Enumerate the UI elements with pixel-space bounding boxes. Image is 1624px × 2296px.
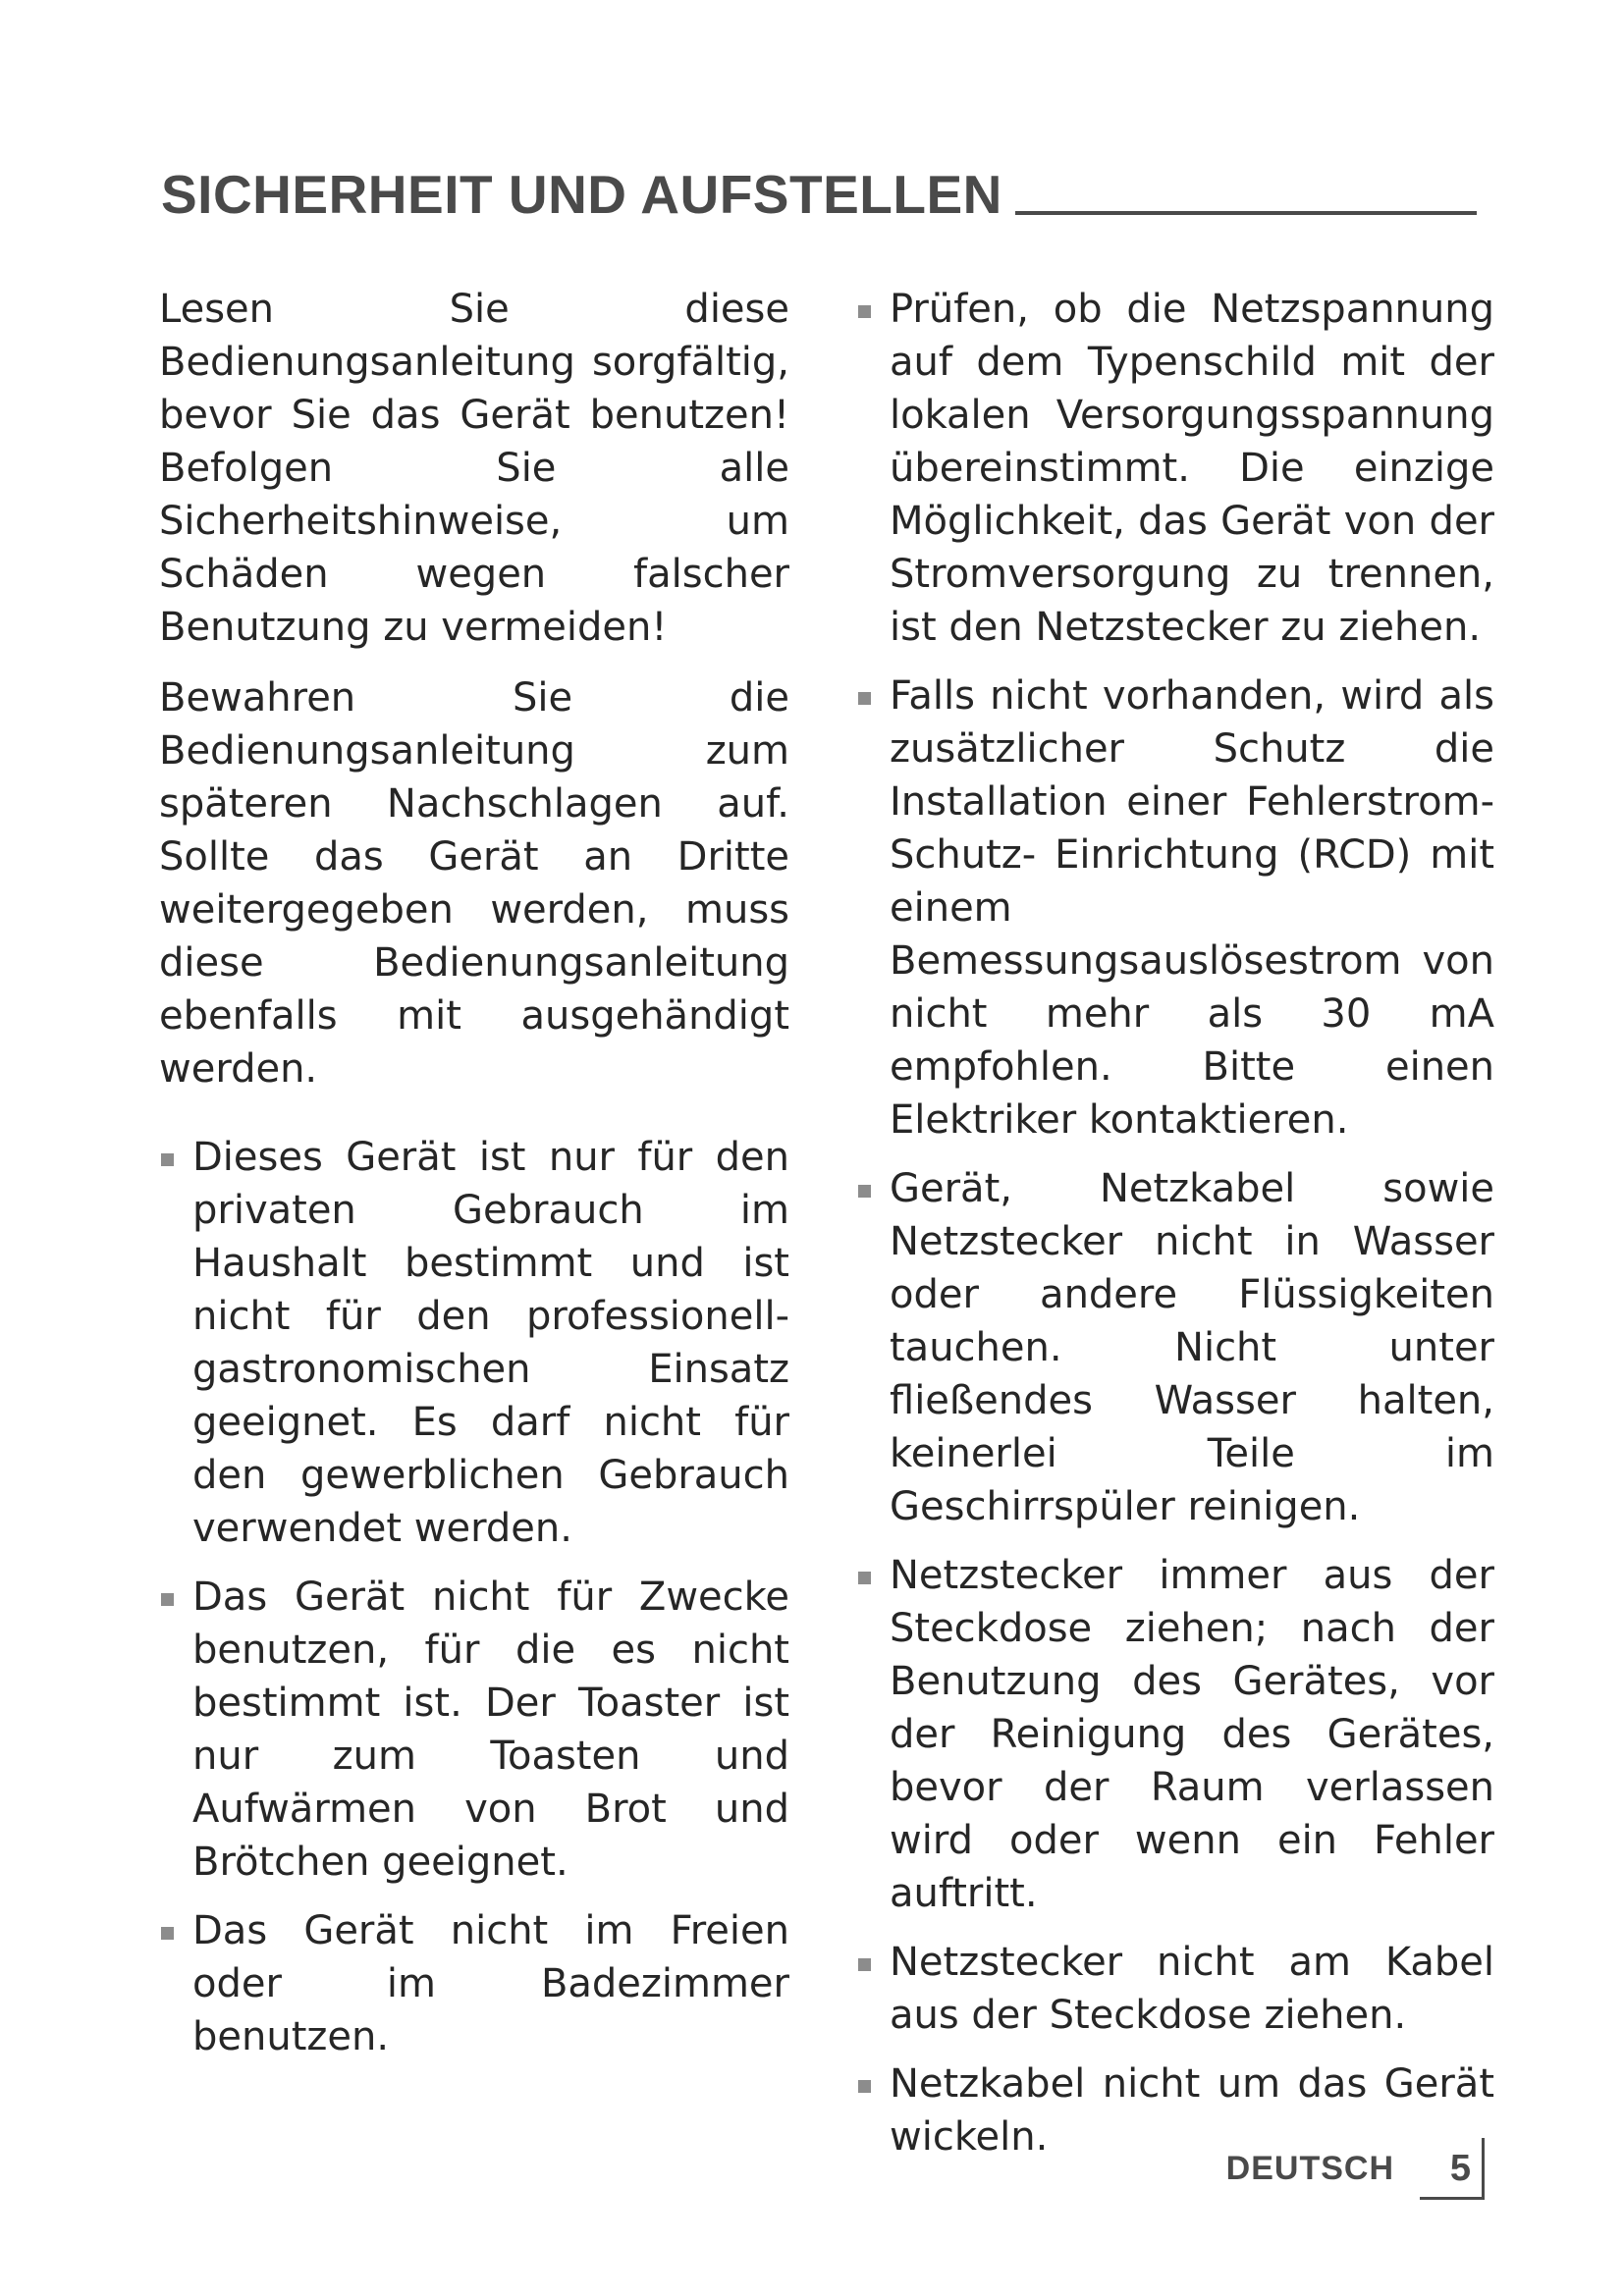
list-item bbox=[856, 1936, 1494, 2042]
list-item-text: Netzstecker immer aus der Steckdose ziehen; nach der Benutzung des Gerätes, vor der Reinigung des Gerätes, bevor der Raum verlassen wird oder wenn ein Fehler auftritt. bbox=[890, 1553, 1494, 1916]
left-column bbox=[159, 283, 789, 2079]
list-item bbox=[856, 1549, 1494, 1920]
right-column bbox=[856, 283, 1494, 2179]
square-bullet-icon bbox=[858, 1185, 871, 1198]
page-title: SICHERHEIT UND AUFSTELLEN bbox=[161, 164, 1002, 225]
list-item bbox=[159, 1131, 789, 1555]
footer-underline bbox=[1420, 2197, 1485, 2200]
square-bullet-icon bbox=[858, 692, 871, 705]
list-item bbox=[159, 1904, 789, 2063]
intro-paragraph-1: Lesen Sie diese Bedienungsanleitung sorgfältig, bevor Sie das Gerät benutzen! Befolgen Sie alle Sicherheitshinweise, um Schäden wegen falscher Benutzung zu vermeiden! bbox=[159, 287, 789, 650]
square-bullet-icon bbox=[858, 2080, 871, 2093]
right-bullet-list bbox=[856, 283, 1494, 2163]
list-item-text: Netzkabel nicht um das Gerät wickeln. bbox=[890, 2061, 1494, 2160]
list-item-text: Dieses Gerät ist nur für den privaten Gebrauch im Haushalt bestimmt und ist nicht für den professionell-gastronomischen Einsatz geeignet. Es darf nicht für den gewerblichen Gebrauch verwendet werden. bbox=[192, 1135, 789, 1551]
footer-language: DEUTSCH bbox=[1225, 2150, 1394, 2187]
page-number: 5 bbox=[1449, 2148, 1471, 2189]
square-bullet-icon bbox=[858, 1958, 871, 1971]
left-bullet-list bbox=[159, 1131, 789, 2063]
intro-paragraph-2: Bewahren Sie die Bedienungsanleitung zum späteren Nachschlagen auf. Sollte das Gerät an Dritte weitergegeben werden, muss diese Bedienungsanleitung ebenfalls mit ausgehändigt werden. bbox=[159, 675, 789, 1092]
list-item-text: Falls nicht vorhanden, wird als zusätzlicher Schutz die Installation einer Fehlerstrom-Schutz- Einrichtung (RCD) mit einem Bemessungsauslösestrom von nicht mehr als 30 mA empfohlen. Bitte einen Elektriker kontaktieren. bbox=[890, 673, 1494, 1143]
heading-underline bbox=[1015, 211, 1477, 215]
square-bullet-icon bbox=[161, 1927, 174, 1940]
square-bullet-icon bbox=[161, 1153, 174, 1166]
list-item-text: Das Gerät nicht im Freien oder im Badezimmer benutzen. bbox=[192, 1908, 789, 2059]
list-item bbox=[856, 283, 1494, 654]
list-item-text: Netzstecker nicht am Kabel aus der Steckdose ziehen. bbox=[890, 1940, 1494, 2038]
footer-divider bbox=[1482, 2138, 1485, 2199]
page-footer bbox=[1178, 2138, 1492, 2207]
list-item bbox=[856, 1162, 1494, 1533]
list-item bbox=[856, 669, 1494, 1147]
square-bullet-icon bbox=[858, 305, 871, 318]
list-item-text: Gerät, Netzkabel sowie Netzstecker nicht in Wasser oder andere Flüssigkeiten tauchen. Nicht unter fließendes Wasser halten, keinerlei Teile im Geschirrspüler reinigen. bbox=[890, 1166, 1494, 1529]
section-heading bbox=[161, 155, 1477, 234]
square-bullet-icon bbox=[161, 1593, 174, 1606]
list-item-text: Das Gerät nicht für Zwecke benutzen, für die es nicht bestimmt ist. Der Toaster ist nur zum Toasten und Aufwärmen von Brot und Brötchen geeignet. bbox=[192, 1575, 789, 1885]
square-bullet-icon bbox=[858, 1572, 871, 1584]
list-item-text: Prüfen, ob die Netzspannung auf dem Typenschild mit der lokalen Versorgungsspannung übereinstimmt. Die einzige Möglichkeit, das Gerät von der Stromversorgung zu trennen, ist den Netzstecker zu ziehen. bbox=[890, 287, 1494, 650]
list-item bbox=[159, 1571, 789, 1889]
